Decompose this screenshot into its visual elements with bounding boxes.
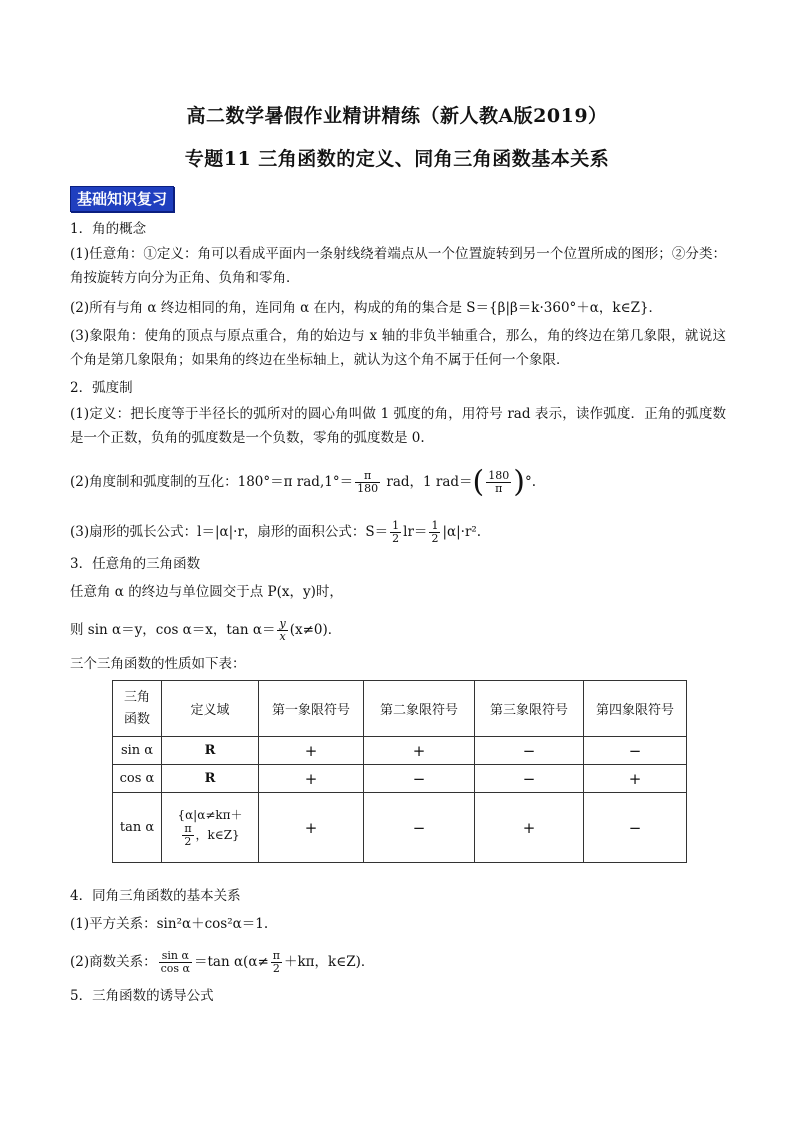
table-cell-sign: + <box>584 765 687 793</box>
table-cell-sign: + <box>259 765 364 793</box>
table-header-cell: 第三象限符号 <box>475 681 584 737</box>
table-cell-function: tan α <box>113 793 162 863</box>
table-header-cell: 三角函数 <box>113 681 162 737</box>
paragraph-quadrant-angle: (3)象限角：使角的顶点与原点重合，角的始边与 x 轴的非负半轴重合，那么，角的终边在第几象限，就说这个角是第几象限角；如果角的终边在坐标轴上，就认为这个角不属于任何一个象限． <box>70 328 726 368</box>
section-heading-2: 2．弧度制 <box>70 380 133 396</box>
paragraph-radian-def: (1)定义：把长度等于半径长的弧所对的圆心角叫做 1 弧度的角，用符号 rad 表示，读作弧度．正角的弧度数是一个正数，负角的弧度数是一个负数，零角的弧度数是 0. <box>70 406 726 446</box>
section-badge: 基础知识复习 <box>70 186 174 212</box>
paragraph-unit-circle: 任意角 α 的终边与单位圆交于点 P(x，y)时， <box>70 584 343 600</box>
table-header-cell: 定义域 <box>162 681 259 737</box>
table-row <box>113 737 687 765</box>
paragraph-trig-values: 则 sin α＝y，cos α＝x，tan α＝ $\frac{y}{x}$ (x≠0)． <box>70 617 342 643</box>
section-heading-4: 4．同角三角函数的基本关系 <box>70 888 241 904</box>
section-heading-3: 3．任意角的三角函数 <box>70 556 201 572</box>
table-header-cell: 第二象限符号 <box>364 681 475 737</box>
paragraph-quotient-relation: (2)商数关系： $\frac{\text{sin α}}{\text{cos α}}$ ＝tan α(α≠ $\frac{\pi}{2}$ ＋kπ，k∈Z)． <box>70 949 375 975</box>
paragraph-table-intro: 三个三角函数的性质如下表： <box>70 656 246 672</box>
table-cell-sign: + <box>259 737 364 765</box>
table-cell-sign: − <box>364 765 475 793</box>
table-row <box>113 793 687 863</box>
paragraph-conversion: (2)角度制和弧度制的互化：180°＝π rad,1°＝ $\frac{\pi}{180}$ rad，1 rad＝( $\frac{180}{\pi}$ )°. <box>70 464 537 500</box>
table-header-row <box>113 681 687 737</box>
table-cell-function: cos α <box>113 765 162 793</box>
table-cell-domain: R <box>162 765 259 793</box>
table-cell-sign: + <box>364 737 475 765</box>
table-cell-sign: − <box>584 737 687 765</box>
table-cell-sign: + <box>475 793 584 863</box>
table-cell-domain: R <box>162 737 259 765</box>
trig-sign-table <box>112 680 687 863</box>
table-row <box>113 765 687 793</box>
table-cell-sign: − <box>364 793 475 863</box>
section-heading-5: 5．三角函数的诱导公式 <box>70 988 214 1004</box>
table-header-cell: 第四象限符号 <box>584 681 687 737</box>
table-cell-sign: + <box>259 793 364 863</box>
table-cell-sign: − <box>584 793 687 863</box>
table-cell-sign: − <box>475 737 584 765</box>
table-header-cell: 第一象限符号 <box>259 681 364 737</box>
document-subtitle: 专题11 三角函数的定义、同角三角函数基本关系 <box>184 148 610 170</box>
table-cell-domain: {α|α≠kπ＋ $\frac{\pi}{2}$ ，k∈Z} <box>162 793 259 863</box>
paragraph-sector: (3)扇形的弧长公式：l＝|α|·r，扇形的面积公式：S＝ $\frac{1}{2}$ lr＝ $\frac{1}{2}$ |α|·r². <box>70 519 482 545</box>
paragraph-any-angle: (1)任意角：①定义：角可以看成平面内一条射线绕着端点从一个位置旋转到另一个位置所成的图形；②分类：角按旋转方向分为正角、负角和零角． <box>70 246 726 286</box>
paragraph-square-relation: (1)平方关系：sin²α＋cos²α＝1. <box>70 916 269 932</box>
table-cell-function: sin α <box>113 737 162 765</box>
paragraph-coterminal: (2)所有与角 α 终边相同的角，连同角 α 在内，构成的角的集合是 S＝{β|β＝k·360°＋α，k∈Z}． <box>70 300 663 316</box>
table-cell-sign: − <box>475 765 584 793</box>
section-heading-1: 1．角的概念 <box>70 221 147 237</box>
document-title: 高二数学暑假作业精讲精练（新人教A版2019） <box>186 105 608 127</box>
